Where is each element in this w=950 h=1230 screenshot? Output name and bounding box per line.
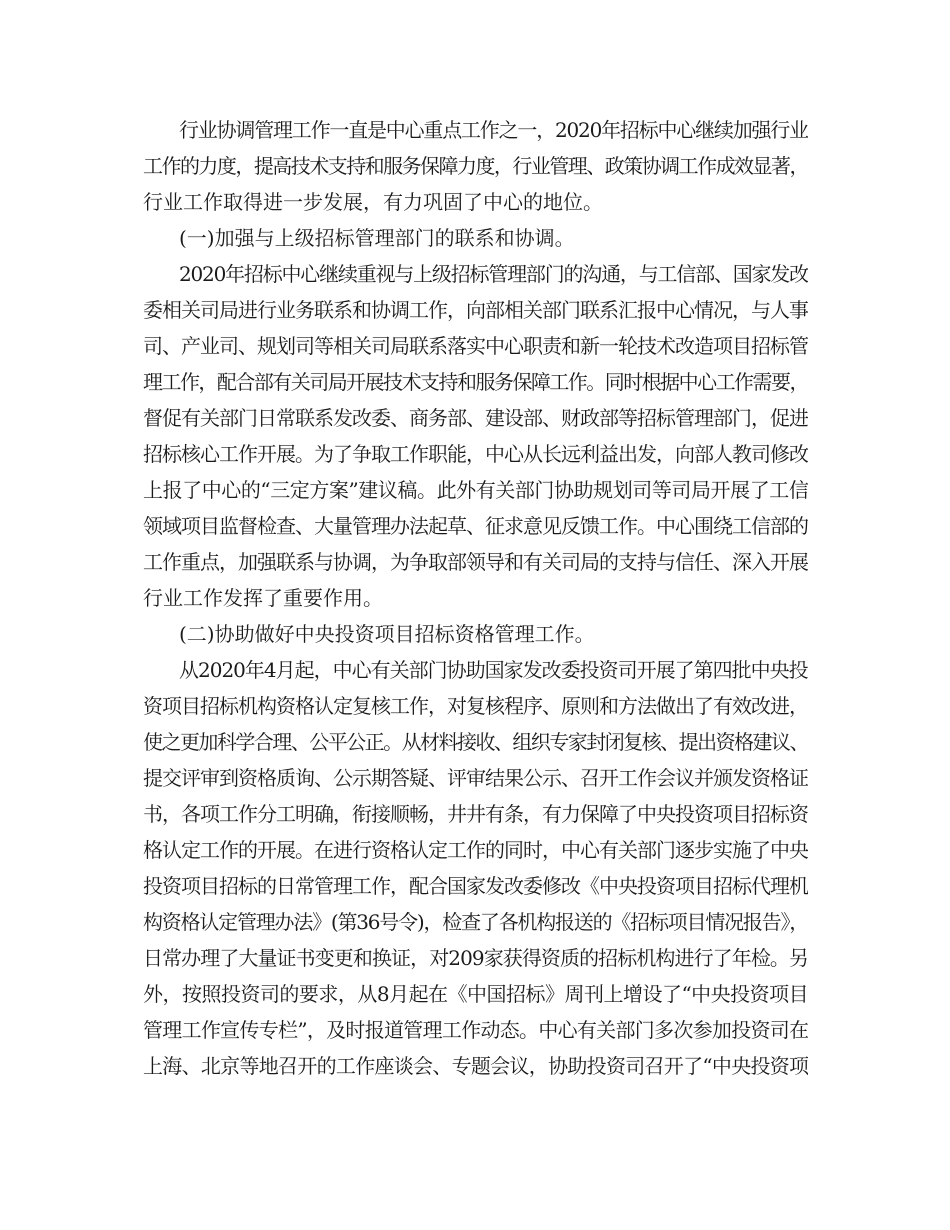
text-line: 招标核心工作开展。为了争取工作职能，中心从长远利益出发，向部人教司修改 — [143, 442, 808, 466]
text-line: 督促有关部门日常联系发改委、商务部、建设部、财政部等招标管理部门，促进 — [143, 406, 808, 430]
text-line: 提交评审到资格质询、公示期答疑、评审结果公示、召开工作会议并颁发资格证 — [143, 766, 808, 790]
text-line: 外，按照投资司的要求，从8月起在《中国招标》周刊上增设了“中央投资项目 — [143, 982, 808, 1006]
text-line: 格认定工作的开展。在进行资格认定工作的同时，中心有关部门逐步实施了中央 — [143, 838, 808, 862]
text-line: 投资项目招标的日常管理工作，配合国家发改委修改《中央投资项目招标代理机 — [143, 874, 808, 898]
text-line: 日常办理了大量证书变更和换证，对209家获得资质的招标机构进行了年检。另 — [143, 946, 808, 970]
text-line: 上海、北京等地召开的工作座谈会、专题会议，协助投资司召开了“中央投资项 — [143, 1054, 808, 1078]
document-body — [143, 112, 808, 1084]
text-line: (一)加强与上级招标管理部门的联系和协调。 — [179, 226, 575, 250]
text-line: 行业工作取得进一步发展，有力巩固了中心的地位。 — [143, 190, 603, 214]
text-line: 书，各项工作分工明确，衔接顺畅，井井有条，有力保障了中央投资项目招标资 — [143, 802, 808, 826]
text-line: 委相关司局进行业务联系和协调工作，向部相关部门联系汇报中心情况，与人事 — [143, 298, 808, 322]
text-line: 司、产业司、规划司等相关司局联系落实中心职责和新一轮技术改造项目招标管 — [143, 334, 808, 358]
text-line: 上报了中心的“三定方案”建议稿。此外有关部门协助规划司等司局开展了工信 — [143, 478, 808, 502]
text-line: 行业工作发挥了重要作用。 — [143, 586, 383, 610]
text-line: 使之更加科学合理、公平公正。从材料接收、组织专家封闭复核、提出资格建议、 — [143, 730, 808, 754]
text-line: 2020年招标中心继续重视与上级招标管理部门的沟通，与工信部、国家发改 — [179, 262, 808, 286]
text-line: 资项目招标机构资格认定复核工作，对复核程序、原则和方法做出了有效改进， — [143, 694, 808, 718]
text-line: 领域项目监督检查、大量管理办法起草、征求意见反馈工作。中心围绕工信部的 — [143, 514, 808, 538]
text-line: 行业协调管理工作一直是中心重点工作之一，2020年招标中心继续加强行业 — [179, 118, 808, 142]
text-line: 从2020年4月起，中心有关部门协助国家发改委投资司开展了第四批中央投 — [179, 658, 808, 682]
text-line: 理工作，配合部有关司局开展技术支持和服务保障工作。同时根据中心工作需要， — [143, 370, 808, 394]
text-line: (二)协助做好中央投资项目招标资格管理工作。 — [179, 622, 595, 646]
text-line: 工作的力度，提高技术支持和服务保障力度，行业管理、政策协调工作成效显著， — [143, 154, 808, 178]
text-line: 管理工作宣传专栏”，及时报道管理工作动态。中心有关部门多次参加投资司在 — [143, 1018, 808, 1042]
text-line: 构资格认定管理办法》(第36号令)，检查了各机构报送的《招标项目情况报告》， — [143, 910, 808, 934]
text-line: 工作重点，加强联系与协调，为争取部领导和有关司局的支持与信任、深入开展 — [143, 550, 808, 574]
